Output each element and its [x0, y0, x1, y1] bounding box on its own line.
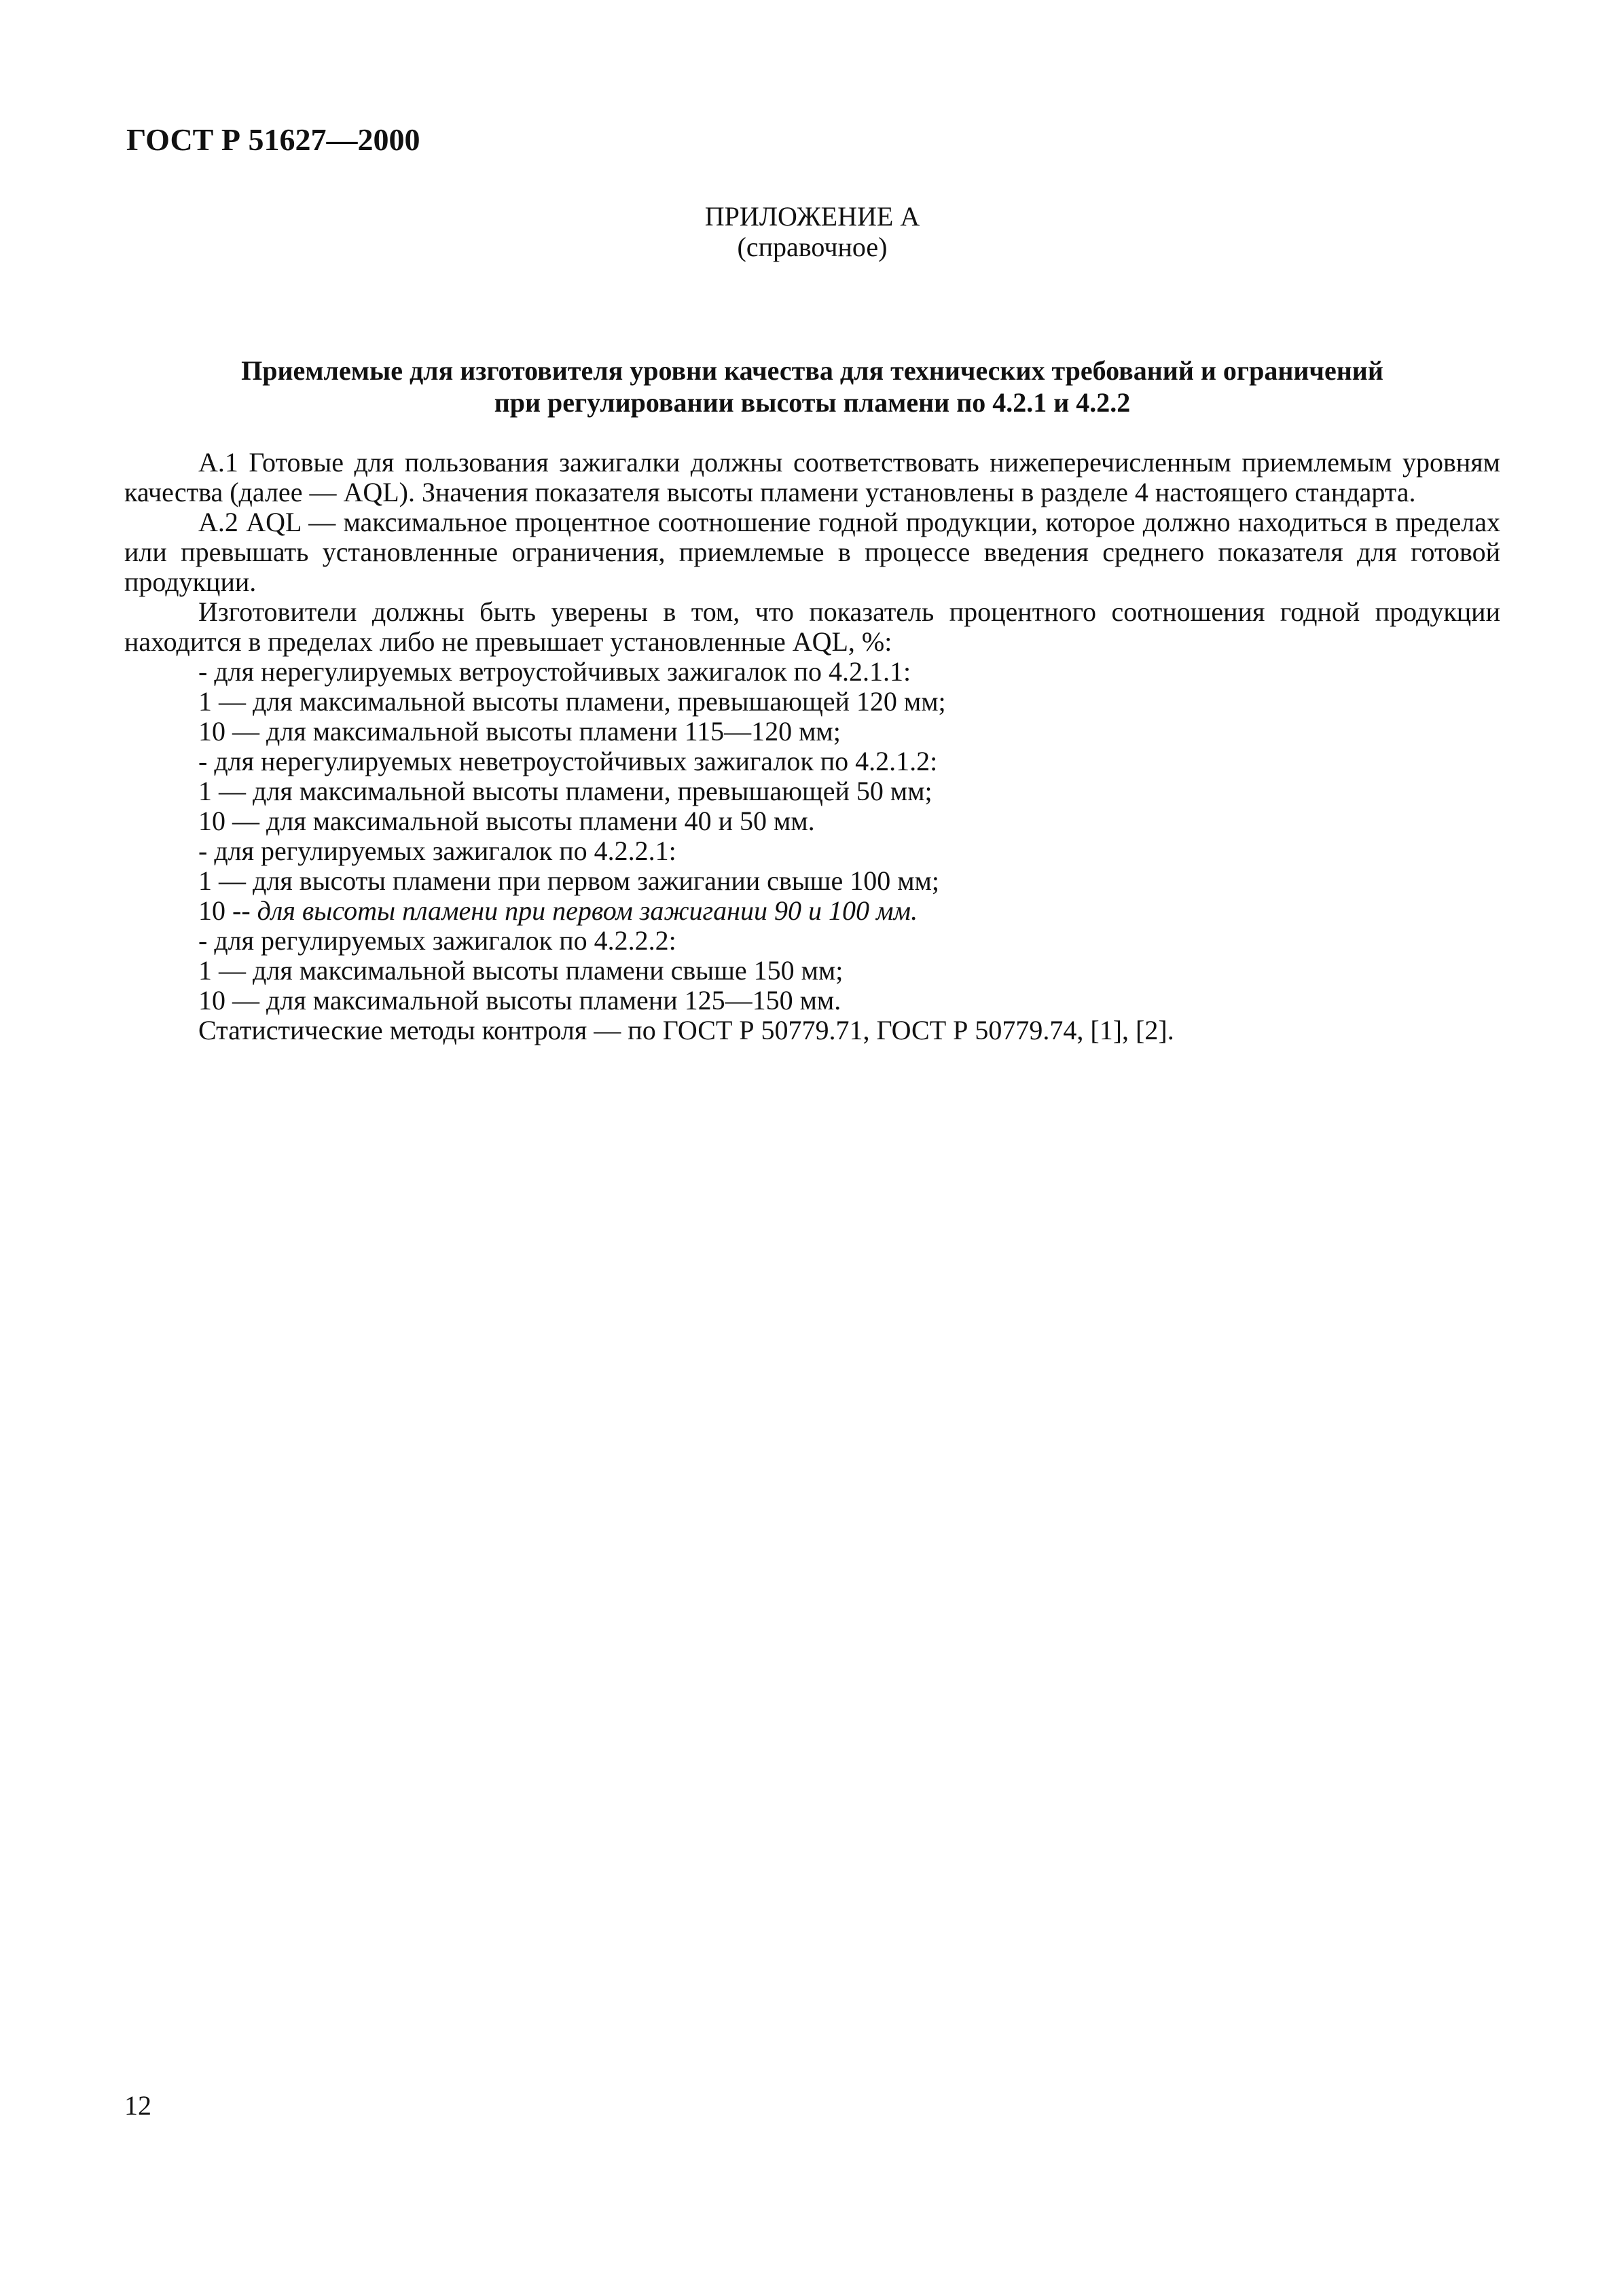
list-item-prefix: 10 --: [198, 895, 257, 926]
statistical-methods-line: Статистические методы контроля — по ГОСТ Р 50779.71, ГОСТ Р 50779.74, [1], [2].: [198, 1015, 1174, 1045]
list-item: 1 — для максимальной высоты пламени свыше 150 мм;: [198, 955, 844, 986]
list-item: 1 — для максимальной высоты пламени, превышающей 50 мм;: [198, 776, 932, 806]
heading-line-1: Приемлемые для изготовителя уровни качества для технических требований и ограничений: [241, 355, 1383, 386]
list-item: 1 — для максимальной высоты пламени, превышающей 120 мм;: [198, 686, 946, 717]
document-code: ГОСТ Р 51627—2000: [126, 122, 420, 157]
appendix-subtitle: (справочное): [737, 232, 888, 262]
heading-line-2: при регулировании высоты пламени по 4.2.1 и 4.2.2: [494, 387, 1131, 418]
list-item: - для нерегулируемых неветроустойчивых зажигалок по 4.2.1.2:: [198, 746, 938, 776]
list-item: 10 — для максимальной высоты пламени 115—120 мм;: [198, 716, 841, 747]
list-item-italic-text: для высоты пламени при первом зажигании 90 и 100 мм.: [257, 895, 918, 926]
body-text: [124, 448, 1500, 1045]
list-item: - для регулируемых зажигалок по 4.2.2.2:: [198, 925, 676, 956]
appendix-title: ПРИЛОЖЕНИЕ А: [704, 201, 920, 232]
list-item: 10 — для максимальной высоты пламени 40 и 50 мм.: [198, 806, 815, 836]
paragraph-manufacturers: Изготовители должны быть уверены в том, что показатель процентного соотношения годной продукции находится в пределах либо не превышает установленные AQL, %:: [124, 596, 1500, 657]
appendix-title-block: [124, 201, 1500, 262]
list-item: 1 — для высоты пламени при первом зажигании свыше 100 мм;: [198, 865, 939, 896]
section-heading: [124, 355, 1500, 418]
list-item: 10 — для максимальной высоты пламени 125—150 мм.: [198, 985, 841, 1016]
list-item: - для нерегулируемых ветроустойчивых зажигалок по 4.2.1.1:: [198, 656, 911, 687]
list-item: - для регулируемых зажигалок по 4.2.2.1:: [198, 836, 676, 866]
paragraph-a1: А.1 Готовые для пользования зажигалки должны соответствовать нижеперечисленным приемлемым уровням качества (далее — AQL). Значения показателя высоты пламени установлены в разделе 4 настоящего стандарта.: [124, 447, 1500, 507]
list-item: [124, 896, 1500, 926]
paragraph-a2: А.2 AQL — максимальное процентное соотношение годной продукции, которое должно находиться в пределах или превышать установленные ограничения, приемлемые в процессе введения среднего показателя для готовой продукции.: [124, 507, 1500, 597]
page-number: 12: [124, 2090, 151, 2121]
